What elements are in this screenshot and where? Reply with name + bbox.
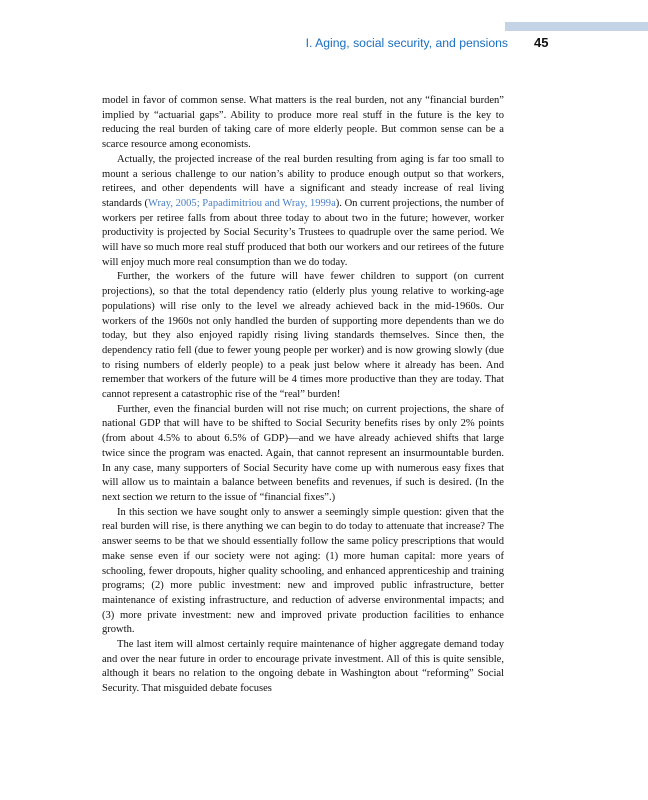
page-number: 45 [534, 35, 549, 50]
header-accent-bar [505, 22, 648, 31]
section-title-text: Aging, social security, and pensions [315, 36, 508, 50]
paragraph: The last item will almost certainly require maintenance of higher aggregate demand today and over the near future in order to encourage private investment. All of this is quite sensible, although it bears no relation to the ongoing debate in Washington about “reforming” Social Security. That misguided debate focuses [102, 639, 504, 695]
paragraph-text: ). On current projections, the number of workers per retiree falls from about three today to about two in the future; however, worker productivity is projected by Social Security’s Trustees to quadruple over the same period. We will have so much more real stuff produced that both our workers and our retirees of the future will enjoy much more real consumption than we do today. [102, 197, 504, 268]
section-title [306, 36, 508, 50]
body-text [102, 94, 504, 697]
citation-link[interactable]: Wray, 2005; Papadimitriou and Wray, 1999a [148, 197, 336, 209]
section-number: I. [305, 36, 313, 50]
paragraph: In this section we have sought only to answer a seemingly simple question: given that the real burden will rise, is there anything we can begin to do today to attenuate that increase? The answer seems to be that we should essentially follow the same policy prescriptions that would make sense even if our society were not aging: (1) more human capital: more years of schooling, fewer dropouts, higher quality schooling, and enhanced apprenticeship and training programs; (2) more public investment: new and improved public infrastructure, better maintenance of existing infrastructure, and reduction of adverse environmental impacts; and (3) more private investment: new and improved private production facilities to enhance growth. [102, 506, 504, 636]
paragraph-text: Actually, the projected increase of the real burden resulting from aging is far too small to mount a serious challenge to our nation’s ability to produce enough output so that workers, retirees, and other dependents will have a significant and steady increase of real living standards ( [102, 153, 504, 209]
paragraph [102, 153, 504, 271]
paragraph: Further, the workers of the future will have fewer children to support (on current projections), so that the total dependency ratio (elderly plus young relative to working-age populations) will rise only to the level we already achieved back in the mid-1960s. Our workers of the 1960s not only handled the burden of supporting more dependents than we do today, but they also enjoyed rapidly rising living standards themselves. Since then, the dependency ratio fell (due to fewer young people per worker) and is now growing slowly (due to rising numbers of elderly people) to a peak just below where it already has been. And remember that workers of the future will be 4 times more productive than they are today. That cannot represent a catastrophic rise of the “real” burden! [102, 271, 504, 401]
running-header [0, 36, 648, 54]
paragraph: model in favor of common sense. What matters is the real burden, not any “financial burden” implied by “actuarial gaps”. Ability to produce more real stuff in the future is the key to reducing the real burden of taking care of more elderly people. But common sense can be a scarce resource among economists. [102, 95, 504, 151]
paragraph: Further, even the financial burden will not rise much; on current projections, the share of national GDP that will have to be shifted to Social Security benefits rises by only 2% points (from about 4.5% to about 6.5% of GDP)—and we have already achieved shifts that large twice since the program was enacted. Again, that cannot represent an insurmountable burden. In any case, many supporters of Social Security have come up with numerous easy fixes that will allow us to maintain a balance between benefits and revenues, if such is desired. (In the next section we return to the issue of “financial fixes”.) [102, 403, 504, 503]
